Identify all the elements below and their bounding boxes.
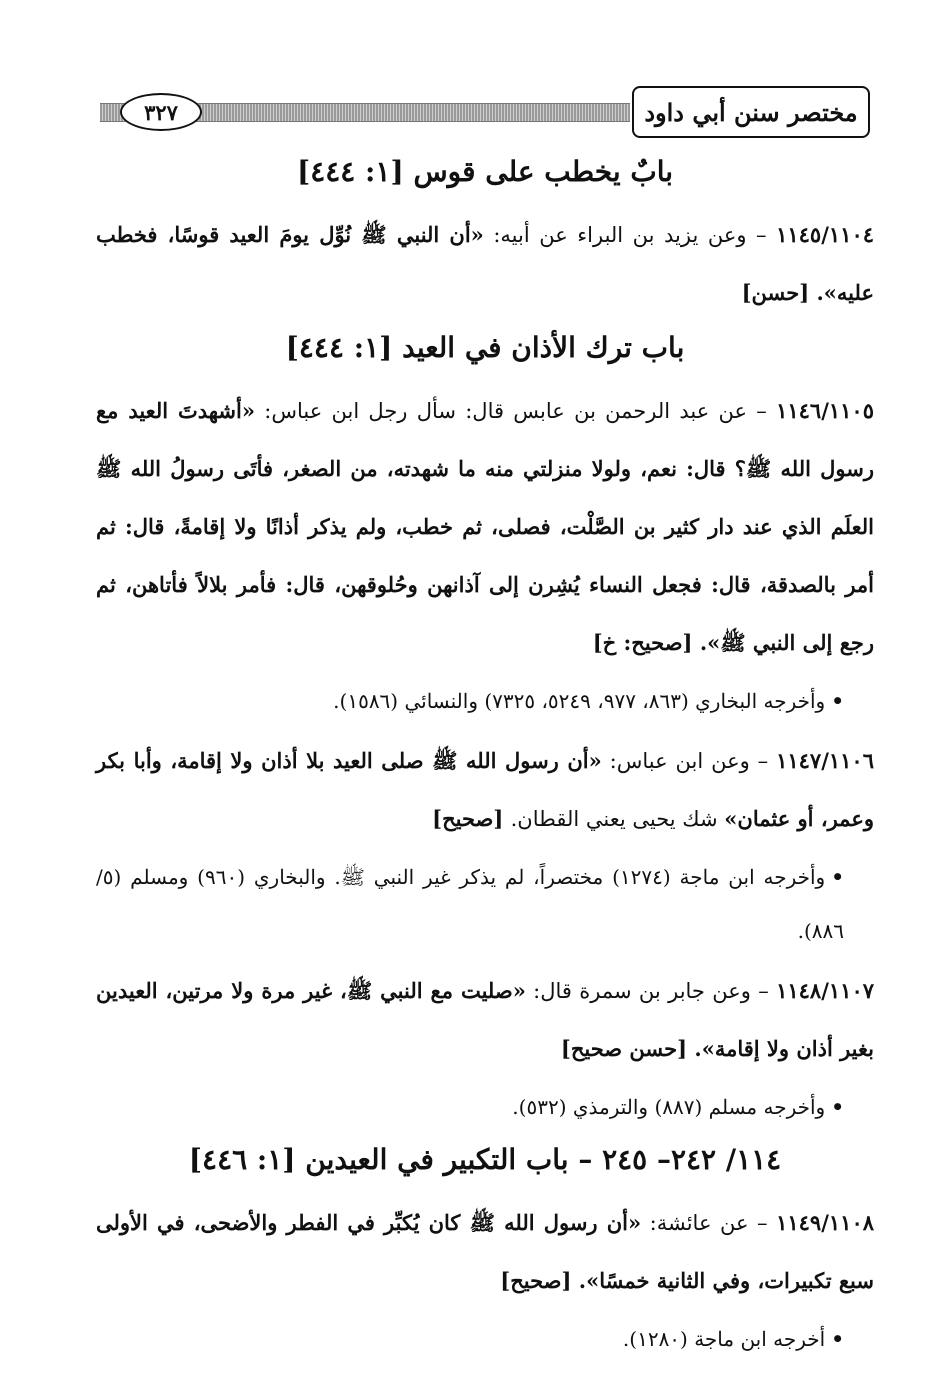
hadith-tail: شك يحيى يعني القطان. xyxy=(510,807,725,831)
takhrij-note xyxy=(96,1312,874,1366)
takhrij-note xyxy=(96,850,874,958)
hadith-text: «أن رسول الله ﷺ صلى العيد بلا أذان ولا إقامة، وأبا بكر وعمر، أو عثمان» xyxy=(96,748,874,831)
hadith-paragraph xyxy=(96,1194,874,1310)
hadith-text: «صليت مع النبي ﷺ، غير مرة ولا مرتين، العيدين بغير أذان ولا إقامة». xyxy=(96,978,874,1061)
note-text: وأخرجه البخاري (٨٦٣، ٩٧٧، ٥٢٤٩، ٧٣٢٥) والنسائي (١٥٨٦). xyxy=(333,689,826,713)
chapter-heading: باب ترك الأذان في العيد [١: ٤٤٤] xyxy=(285,331,685,364)
hadith-grade: [حسن صحيح] xyxy=(560,1036,695,1061)
hadith-number: ١١٤٦/١١٠٥ xyxy=(776,398,874,423)
takhrij-note xyxy=(96,1080,874,1134)
takhrij-note xyxy=(96,674,874,728)
note-text: وأخرجه ابن ماجة (١٢٧٤) مختصراً، لم يذكر غير النبي ﷺ. والبخاري (٩٦٠) ومسلم (٥/ ٨٨٦). xyxy=(96,865,844,943)
hadith-text: «أن رسول الله ﷺ كان يُكبِّر في الفطر والأضحى، في الأولى سبع تكبيرات، وفي الثانية خمسًا». xyxy=(96,1210,874,1293)
book-title: مختصر سنن أبي داود xyxy=(632,86,870,138)
hadith-number: ١١٤٥/١١٠٤ xyxy=(776,222,874,247)
note-text: وأخرجه مسلم (٨٨٧) والترمذي (٥٣٢). xyxy=(512,1095,826,1119)
hadith-number: ١١٤٧/١١٠٦ xyxy=(776,748,874,773)
hadith-grade: [صحيح: خ] xyxy=(592,630,700,655)
hadith-grade: [حسن] xyxy=(741,280,817,305)
hadith-text: «أشهدتَ العيد مع رسول الله ﷺ؟ قال: نعم، ولولا منزلتي منه ما شهدته، من الصغر، فأتَى رسولُ الله ﷺ العلَم الذي عند دار كثير بن الصَّلْت، فصلى، ثم خطب، ولم يذكر أذانًا ولا إقامةً، قال: ثم أمر بالصدقة، قال: فجعل النساء يُشِرن إلى آذانهن وحُلوقهن، قال: فأمر بلالاً فأتاهن، ثم رجع إلى النبي ﷺ». xyxy=(96,398,874,655)
page-number: ٣٢٧ xyxy=(120,93,202,131)
hadith-grade: [صحيح] xyxy=(500,1268,579,1293)
page-header xyxy=(100,86,870,142)
bullet-icon: • xyxy=(831,1327,844,1351)
hadith-paragraph xyxy=(96,962,874,1078)
bullet-icon: • xyxy=(831,1095,844,1119)
hadith-isnad: – وعن ابن عباس: xyxy=(601,749,777,773)
page-body xyxy=(96,146,874,1370)
bullet-icon: • xyxy=(831,689,844,713)
hadith-number: ١١٤٨/١١٠٧ xyxy=(776,978,874,1003)
hadith-isnad: – عن عبد الرحمن بن عابس قال: سأل رجل ابن عباس: xyxy=(254,399,777,423)
hadith-text: «أن النبي ﷺ نُوِّل يومَ العيد قوسًا، فخطب عليه». xyxy=(96,222,874,305)
hadith-paragraph xyxy=(96,732,874,848)
note-text: أخرجه ابن ماجة (١٢٨٠). xyxy=(622,1327,826,1351)
hadith-isnad: – عن عائشة: xyxy=(641,1211,777,1235)
hadith-isnad: – وعن يزيد بن البراء عن أبيه: xyxy=(483,223,777,247)
hadith-paragraph xyxy=(96,206,874,322)
hadith-number: ١١٤٩/١١٠٨ xyxy=(776,1210,874,1235)
chapter-heading: بابٌ يخطب على قوس [١: ٤٤٤] xyxy=(296,155,674,188)
hadith-grade: [صحيح] xyxy=(432,806,511,831)
chapter-heading: ١١٤/ ٢٤٢– ٢٤٥ – باب التكبير في العيدين [١: ٤٤٦] xyxy=(188,1143,782,1176)
hadith-isnad: – وعن جابر بن سمرة قال: xyxy=(525,979,777,1003)
hadith-paragraph xyxy=(96,382,874,672)
bullet-icon: • xyxy=(831,865,845,889)
